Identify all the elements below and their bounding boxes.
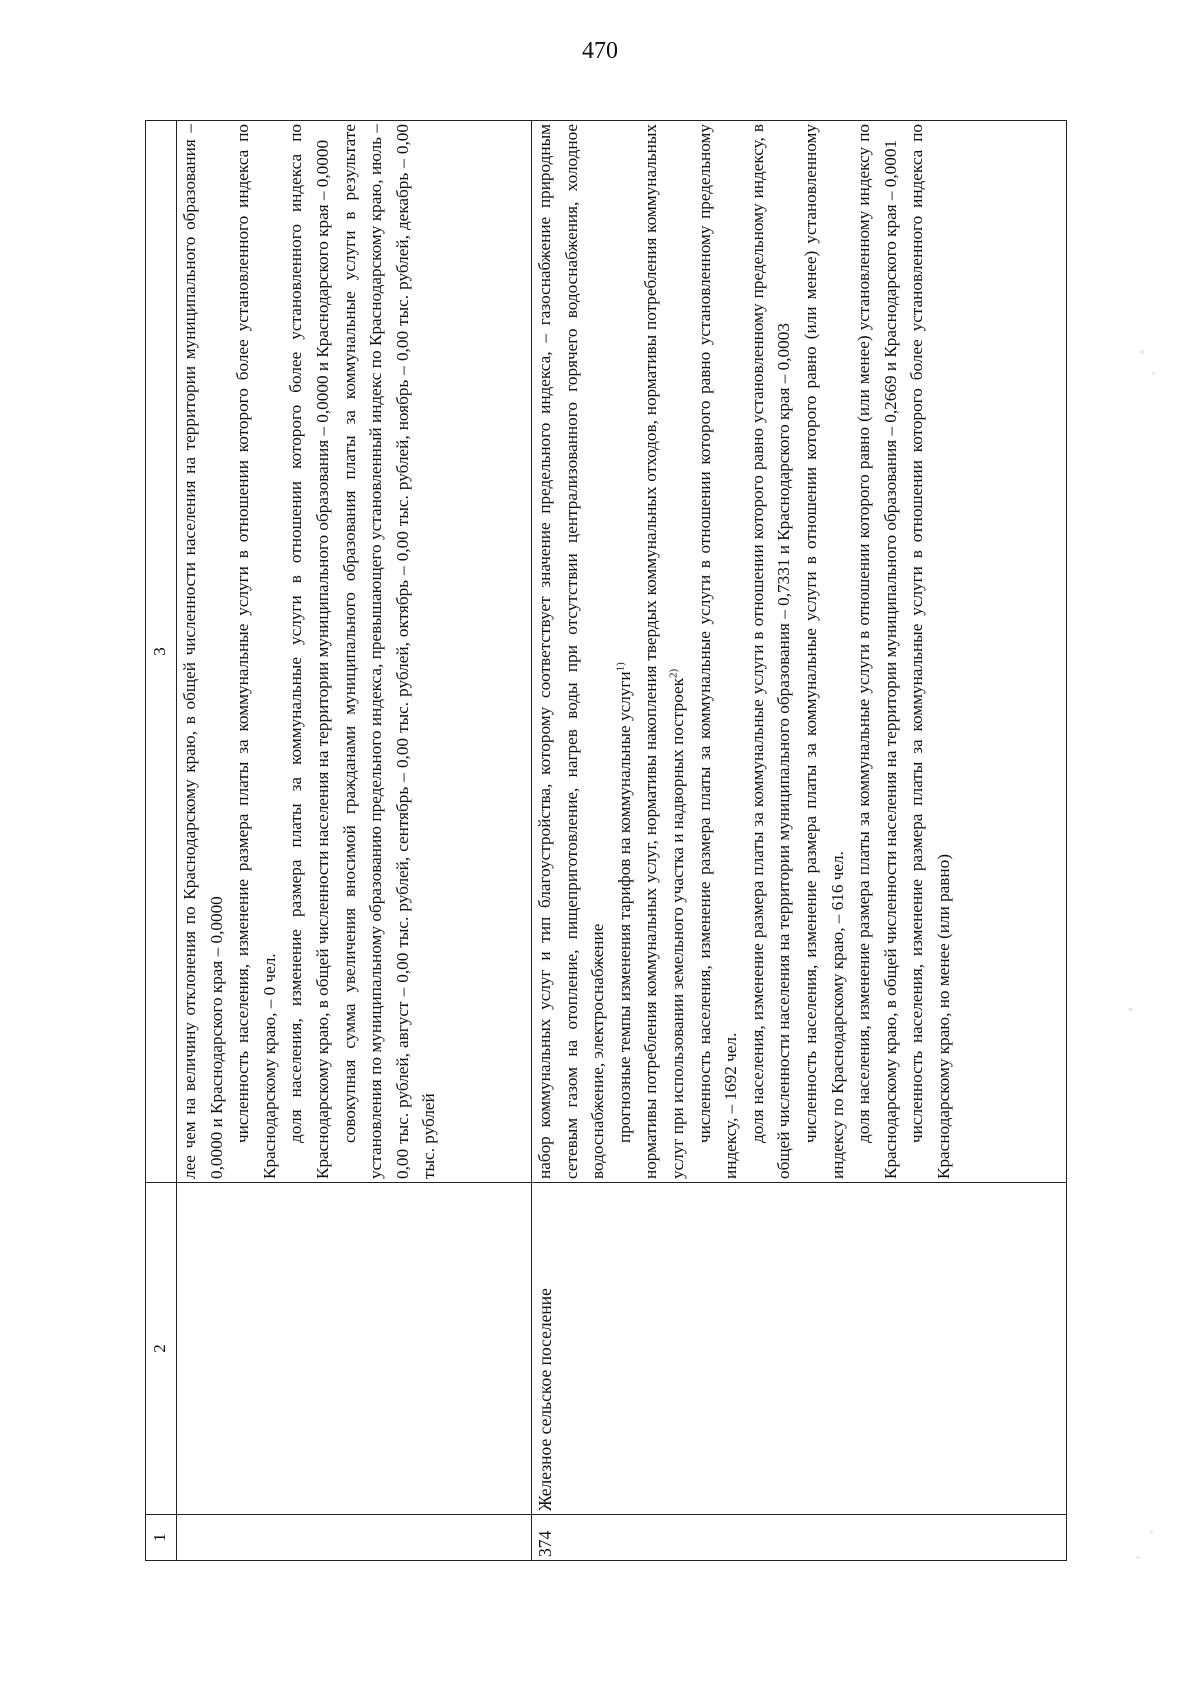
column-header-3: 3 (146, 121, 177, 1183)
paragraph (612, 124, 639, 1179)
scan-speck (1136, 1556, 1140, 1559)
scan-speck (1140, 350, 1144, 354)
rotated-table-container (145, 121, 1067, 1561)
paragraph-text: нормативы потребления коммунальных услуг, нормативы накопления твердых коммунальных отходов, нормативы потребления коммунальных услуг при использовании земельного участка и надворных построек (641, 124, 687, 1179)
footnote-mark: 1) (614, 662, 627, 672)
paragraph: доля населения, изменение размера платы за коммунальные услуги в отношении которого равно (или менее) установленному индексу по Краснодарскому краю, в общей численности населения на территории муниципального образования – 0,2669 и Краснодарского края – 0,0001 (854, 124, 900, 1179)
paragraph: доля населения, изменение размера платы за коммунальные услуги в отношении которого равно установленному предельному индексу, в общей численности населения на территории муниципального образования – 0,7331 и Краснодарского края – 0,0003 (747, 124, 794, 1179)
table-header-row (146, 121, 177, 1561)
paragraph (638, 124, 691, 1179)
description-cell (532, 121, 1067, 1183)
column-header-1: 1 (146, 1515, 177, 1561)
scan-speck (1128, 1008, 1133, 1011)
paragraph-text: прогнозные темпы изменения тарифов на коммунальные услуги (614, 671, 634, 1143)
paragraph: лее чем на величину отклонения по Краснодарскому краю, в общей численности населения на территории муниципального образования – 0,0000 и Краснодарского края – 0,0000 (180, 124, 226, 1179)
data-table (145, 120, 1067, 1561)
settlement-name-cell: Железное сельское поселение (532, 1183, 1067, 1515)
column-header-2: 2 (146, 1183, 177, 1515)
table-row-374 (532, 121, 1067, 1561)
paragraph: численность населения, изменение размера платы за коммунальные услуги в отношении которого равно установленному предельному индексу, – 1692 чел. (694, 124, 741, 1179)
description-cell (177, 121, 532, 1183)
settlement-name-cell (177, 1183, 532, 1515)
paragraph: численность населения, изменение размера платы за коммунальные услуги в отношении которого равно (или менее) установленному индексу по Краснодарскому краю, – 616 чел. (800, 124, 847, 1179)
paragraph: численность населения, изменение размера платы за коммунальные услуги в отношении которого более установленного индекса по Краснодарскому краю, – 0 чел. (233, 124, 279, 1179)
table-row-continuation (177, 121, 532, 1561)
scan-speck (1152, 372, 1155, 375)
footnote-mark: 2) (667, 668, 680, 678)
scan-speck (1150, 1530, 1153, 1533)
page-number: 470 (582, 38, 618, 64)
paragraph: набор коммунальных услуг и тип благоустройства, которому соответствует значение предельного индекса, – газоснабжение природным сетевым газом на отопление, пищеприготовление, нагрев воды при отсутствии централизованного горячего водоснабжения, холодное водоснабжение, электроснабжение (535, 124, 608, 1179)
paragraph: численность населения, изменение размера платы за коммунальные услуги в отношении которого более установленного индекса по Краснодарскому краю, но менее (или равно) (907, 124, 953, 1179)
paragraph: доля населения, изменение размера платы за коммунальные услуги в отношении которого более установленного индекса по Краснодарскому краю, в общей численности населения на территории муниципального образования – 0,0000 и Краснодарского края – 0,0000 (286, 124, 332, 1179)
row-number-cell: 374 (532, 1515, 1067, 1561)
paragraph: совокупная сумма увеличения вносимой гражданами муниципального образования платы за коммунальные услуги в результате установления по муниципальному образованию предельного индекса, превышающего установленный индекс по Краснодарскому краю, июль – 0,00 тыс. рублей, август – 0,00 тыс. рублей, сентябрь – 0,00 тыс. рублей, октябрь – 0,00 тыс. рублей, ноябрь – 0,00 тыс. рублей, декабрь – 0,00 тыс. рублей (339, 124, 439, 1179)
row-number-cell (177, 1515, 532, 1561)
